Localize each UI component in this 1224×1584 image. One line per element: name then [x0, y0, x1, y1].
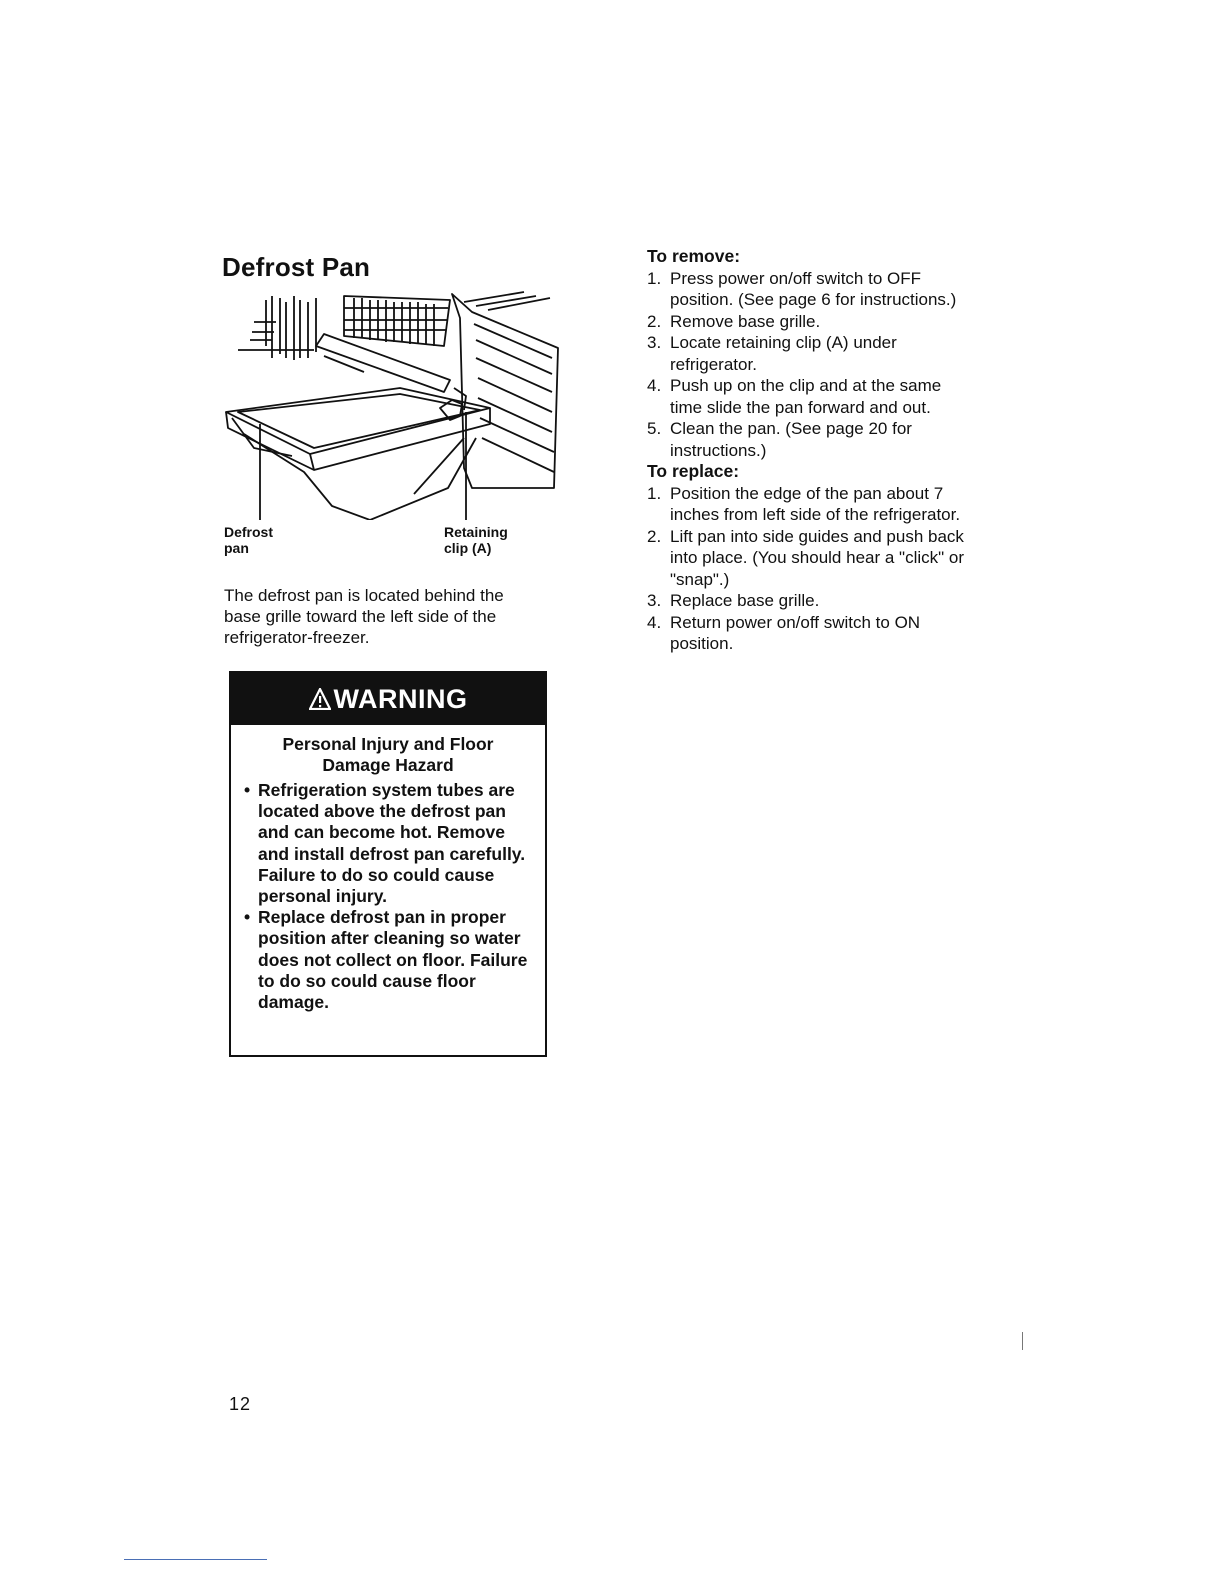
- callout-retaining-clip: [444, 524, 508, 556]
- warning-triangle-icon: [309, 688, 331, 710]
- cabinet-right: [452, 292, 558, 488]
- step-number: 1.: [647, 483, 662, 503]
- step-item: [647, 311, 977, 333]
- step-text: Replace base grille.: [670, 591, 820, 610]
- step-text: Return power on/off switch to ON position.: [670, 612, 921, 653]
- margin-tick: [1022, 1332, 1023, 1350]
- step-item: [647, 332, 977, 375]
- step-text: Position the edge of the pan about 7 inches from left side of the refrigerator.: [670, 483, 961, 524]
- step-item: [647, 375, 977, 418]
- step-text: Clean the pan. (See page 20 for instructions.): [670, 419, 912, 460]
- step-item: [647, 483, 977, 526]
- step-number: 4.: [647, 612, 662, 632]
- warning-item-text: Replace defrost pan in proper position after cleaning so water does not collect on floor. Failure to do so could cause floor damage.: [258, 907, 528, 1013]
- warning-item: [241, 780, 535, 907]
- warning-subtitle-line: Personal Injury and Floor: [282, 734, 494, 754]
- step-item: [647, 590, 977, 612]
- intro-paragraph: The defrost pan is located behind the base grille toward the left side of the refrigerator-freezer.: [224, 586, 504, 647]
- warning-label: WARNING: [333, 683, 468, 714]
- replace-heading: To replace:: [647, 461, 740, 481]
- step-item: [647, 418, 977, 461]
- bottom-rule: [124, 1559, 267, 1560]
- replace-steps: [647, 483, 977, 655]
- warning-list: [231, 780, 545, 1013]
- callout-line: clip (A): [444, 540, 492, 556]
- warning-header: [231, 673, 545, 725]
- step-number: 5.: [647, 419, 662, 438]
- grille-center: [344, 296, 450, 346]
- step-number: 2.: [647, 526, 662, 546]
- instructions-column: [647, 246, 977, 655]
- step-item: [647, 526, 977, 591]
- step-number: 4.: [647, 376, 662, 395]
- callout-defrost-pan: [224, 524, 273, 556]
- warning-box: [229, 671, 547, 1057]
- step-text: Press power on/off switch to OFF position. (See page 6 for instructions.): [670, 268, 957, 309]
- step-text: Locate retaining clip (A) under refrigerator.: [670, 333, 897, 374]
- page-number: 12: [229, 1394, 252, 1414]
- callout-line: Defrost: [224, 524, 274, 540]
- bullet-icon: •: [244, 907, 251, 928]
- defrost-pan-shape: [226, 388, 490, 520]
- step-text: Lift pan into side guides and push back into place. (You should hear a "click" or "snap".): [670, 526, 964, 589]
- callout-line: Retaining: [444, 524, 508, 540]
- warning-subtitle-line: Damage Hazard: [322, 755, 454, 775]
- remove-steps: [647, 268, 977, 462]
- warning-item: [241, 907, 535, 1013]
- step-number: 1.: [647, 268, 662, 288]
- step-item: [647, 268, 977, 311]
- step-text: Push up on the clip and at the same time slide the pan forward and out.: [670, 376, 942, 417]
- callout-line: pan: [224, 540, 249, 556]
- warning-item-text: Refrigeration system tubes are located above the defrost pan and can become hot. Remove and install defrost pan carefully. Failure to do so could cause personal injury.: [258, 780, 526, 907]
- step-number: 3.: [647, 591, 662, 610]
- step-item: [647, 612, 977, 655]
- step-number: 3.: [647, 333, 662, 352]
- warning-subtitle: [231, 734, 545, 776]
- section-title: Defrost Pan: [222, 252, 371, 282]
- step-number: 2.: [647, 311, 662, 331]
- support-rail: [316, 334, 450, 392]
- step-text: Remove base grille.: [670, 311, 821, 331]
- remove-heading: To remove:: [647, 246, 741, 266]
- defrost-pan-illustration: [214, 288, 564, 520]
- bullet-icon: •: [244, 780, 251, 800]
- grille-fins-left: [238, 296, 316, 360]
